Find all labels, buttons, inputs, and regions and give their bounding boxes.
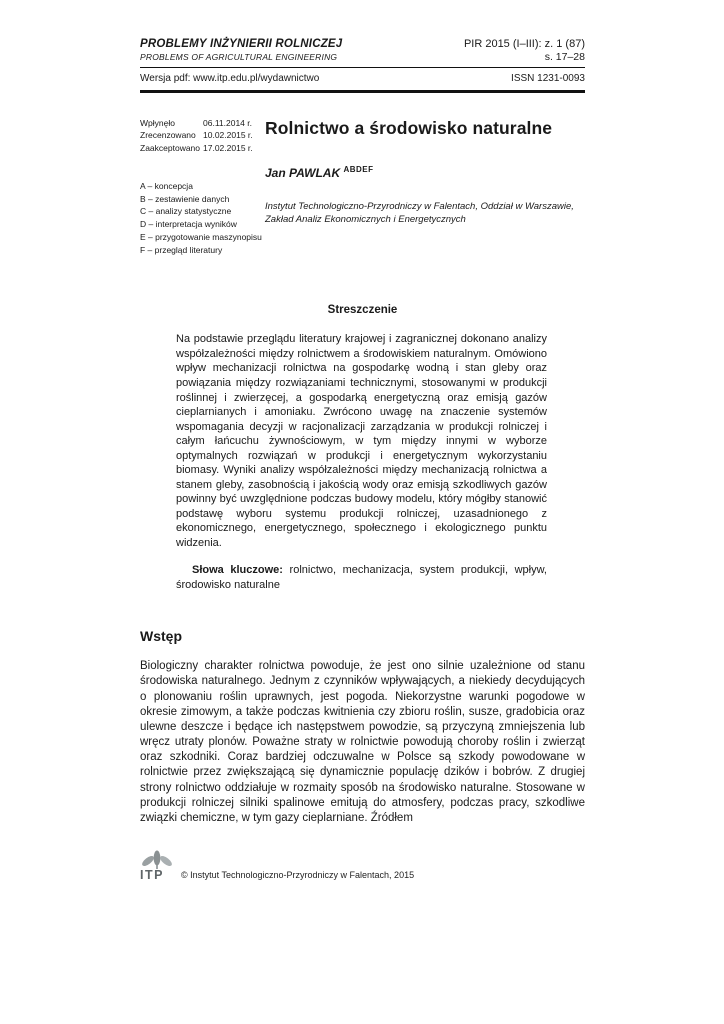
keywords-text: rolnictwo, mechanizacja, system produkcji, wpływ, środowisko naturalne [176, 564, 547, 591]
contribution-item: E – przygotowanie maszynopisu [140, 231, 262, 242]
pdf-version-url: Wersja pdf: www.itp.edu.pl/wydawnictwo [140, 73, 320, 84]
author-contribution-legend [140, 180, 265, 257]
title-block [140, 117, 585, 256]
article-heading-column [265, 117, 585, 256]
contribution-item: D – interpretacja wyników [140, 219, 237, 230]
journal-title-pl: PROBLEMY INŻYNIERII ROLNICZEJ [140, 38, 343, 50]
keywords-line [176, 563, 547, 592]
itp-leaves-icon [140, 850, 174, 870]
author-contribution-codes: ABDEF [343, 165, 374, 174]
abstract-text: Na podstawie przeglądu literatury krajowej i zagranicznej dokonano analizy współzależności między rolnictwem a środowiskiem naturalnym. Omówiono wpływ mechanizacji rolnictwa na gospodarkę wodną i stan gleby oraz powiązania między rozwiązaniami technicznymi, stosowanymi w produkcji roślinnej i zwierzęcej, a gospodarką energetyczną oraz emisją gazów cieplarnianych i amoniaku. Zwrócono uwagę na znaczenie systemów wspomagania decyzji w racjonalizacji zarządzania w produkcji rolniczej i całym łańcuchu żywnościowym, w tym między innymi w wyborze optymalnych rozwiązań w produkcji i energetycznym wykorzystaniu biomasy. Wyniki analizy współzależności między mechanizacją rolnictwa a stanem gleby, zasobnością i jakością wody oraz emisją szkodliwych gazów powinny być uwzględnione podczas budowy modelu, który mógłby stanowić podstawę wyboru systemu produkcji rolniczej, uzasadnionego z ekonomicznego, energetycznego, społecznego i ekologicznego punktu widzenia. [176, 333, 547, 549]
contribution-item: F – przegląd literatury [140, 244, 223, 255]
journal-title-en: PROBLEMS OF AGRICULTURAL ENGINEERING [140, 52, 338, 62]
reviewed-label: Zrecenzowano [140, 130, 196, 141]
received-date: 06.11.2014 r. [203, 118, 252, 128]
itp-logo [140, 850, 174, 882]
publisher-footer [140, 850, 585, 882]
keywords-label: Słowa kluczowe: [192, 564, 283, 577]
author-affiliation [265, 200, 585, 227]
body-paragraph: Biologiczny charakter rolnictwa powoduje, że jest ono silnie uzależnione od stanu środowiska naturalnego. Jednym z czynników wpływających, a niekiedy decydujących o plonowaniu roślin uprawnych, jest pogoda. Niekorzystne warunki pogodowe w okresie zimowym, a także podczas kwitnienia czy zbioru roślin, susze, gradobicia oraz ulewne deszcze i będące ich następstwem powodzie, są przyczyną zmniejszenia lub wręcz utraty plonów. Poważne straty w rolnictwie powodują choroby roślin i zwierząt oraz szkodniki. Coraz bardziej odczuwalne w Polsce są szkody powodowane w rolnictwie przez zwiększającą się dynamicznie populację dzików i bobrów. Z drugiej strony rolnictwo oddziałuje w rozmaity sposób na środowisko naturalne. Stosowane w produkcji rolniczej silniki spalinowe emitują do atmosfery, podczas pracy, szkodliwe związki chemiczne, w tym gazy cieplarniane. Źródłem [140, 660, 585, 824]
article-meta-column [140, 117, 265, 256]
issue-reference: PIR 2015 (I–III): z. 1 (87) [463, 38, 585, 50]
accepted-row [140, 142, 265, 154]
abstract-heading: Streszczenie [327, 304, 398, 317]
article-title: Rolnictwo a środowisko naturalne [265, 118, 553, 138]
received-row [140, 117, 265, 129]
contribution-item: A – koncepcja [140, 180, 193, 191]
issn-number: ISSN 1231-0093 [511, 73, 585, 84]
affiliation-line-2: Zakład Analiz Ekonomicznych i Energetycznych [265, 214, 466, 226]
pages-reference: s. 17–28 [544, 51, 585, 63]
author-line [265, 165, 585, 180]
section-heading-wstep: Wstęp [140, 628, 182, 645]
reviewed-date: 10.02.2015 r. [203, 130, 253, 141]
affiliation-line-1: Instytut Technologiczno-Przyrodniczy w Falentach, Oddział w Warszawie, [265, 201, 574, 212]
header-divider-thin [140, 67, 585, 68]
contribution-item: B – zestawienie danych [140, 193, 230, 204]
received-label: Wpłynęło [140, 118, 175, 128]
accepted-date: 17.02.2015 r. [203, 142, 253, 153]
journal-header [140, 38, 585, 93]
accepted-label: Zaakceptowano [140, 142, 201, 153]
header-divider-thick [140, 90, 585, 93]
contribution-item: C – analizy statystyczne [140, 206, 232, 217]
reviewed-row [140, 129, 265, 141]
copyright-notice: © Instytut Technologiczno-Przyrodniczy w Falentach, 2015 [181, 870, 415, 881]
author-name: Jan PAWLAK [265, 166, 341, 180]
itp-logo-text: ITP [140, 868, 164, 883]
